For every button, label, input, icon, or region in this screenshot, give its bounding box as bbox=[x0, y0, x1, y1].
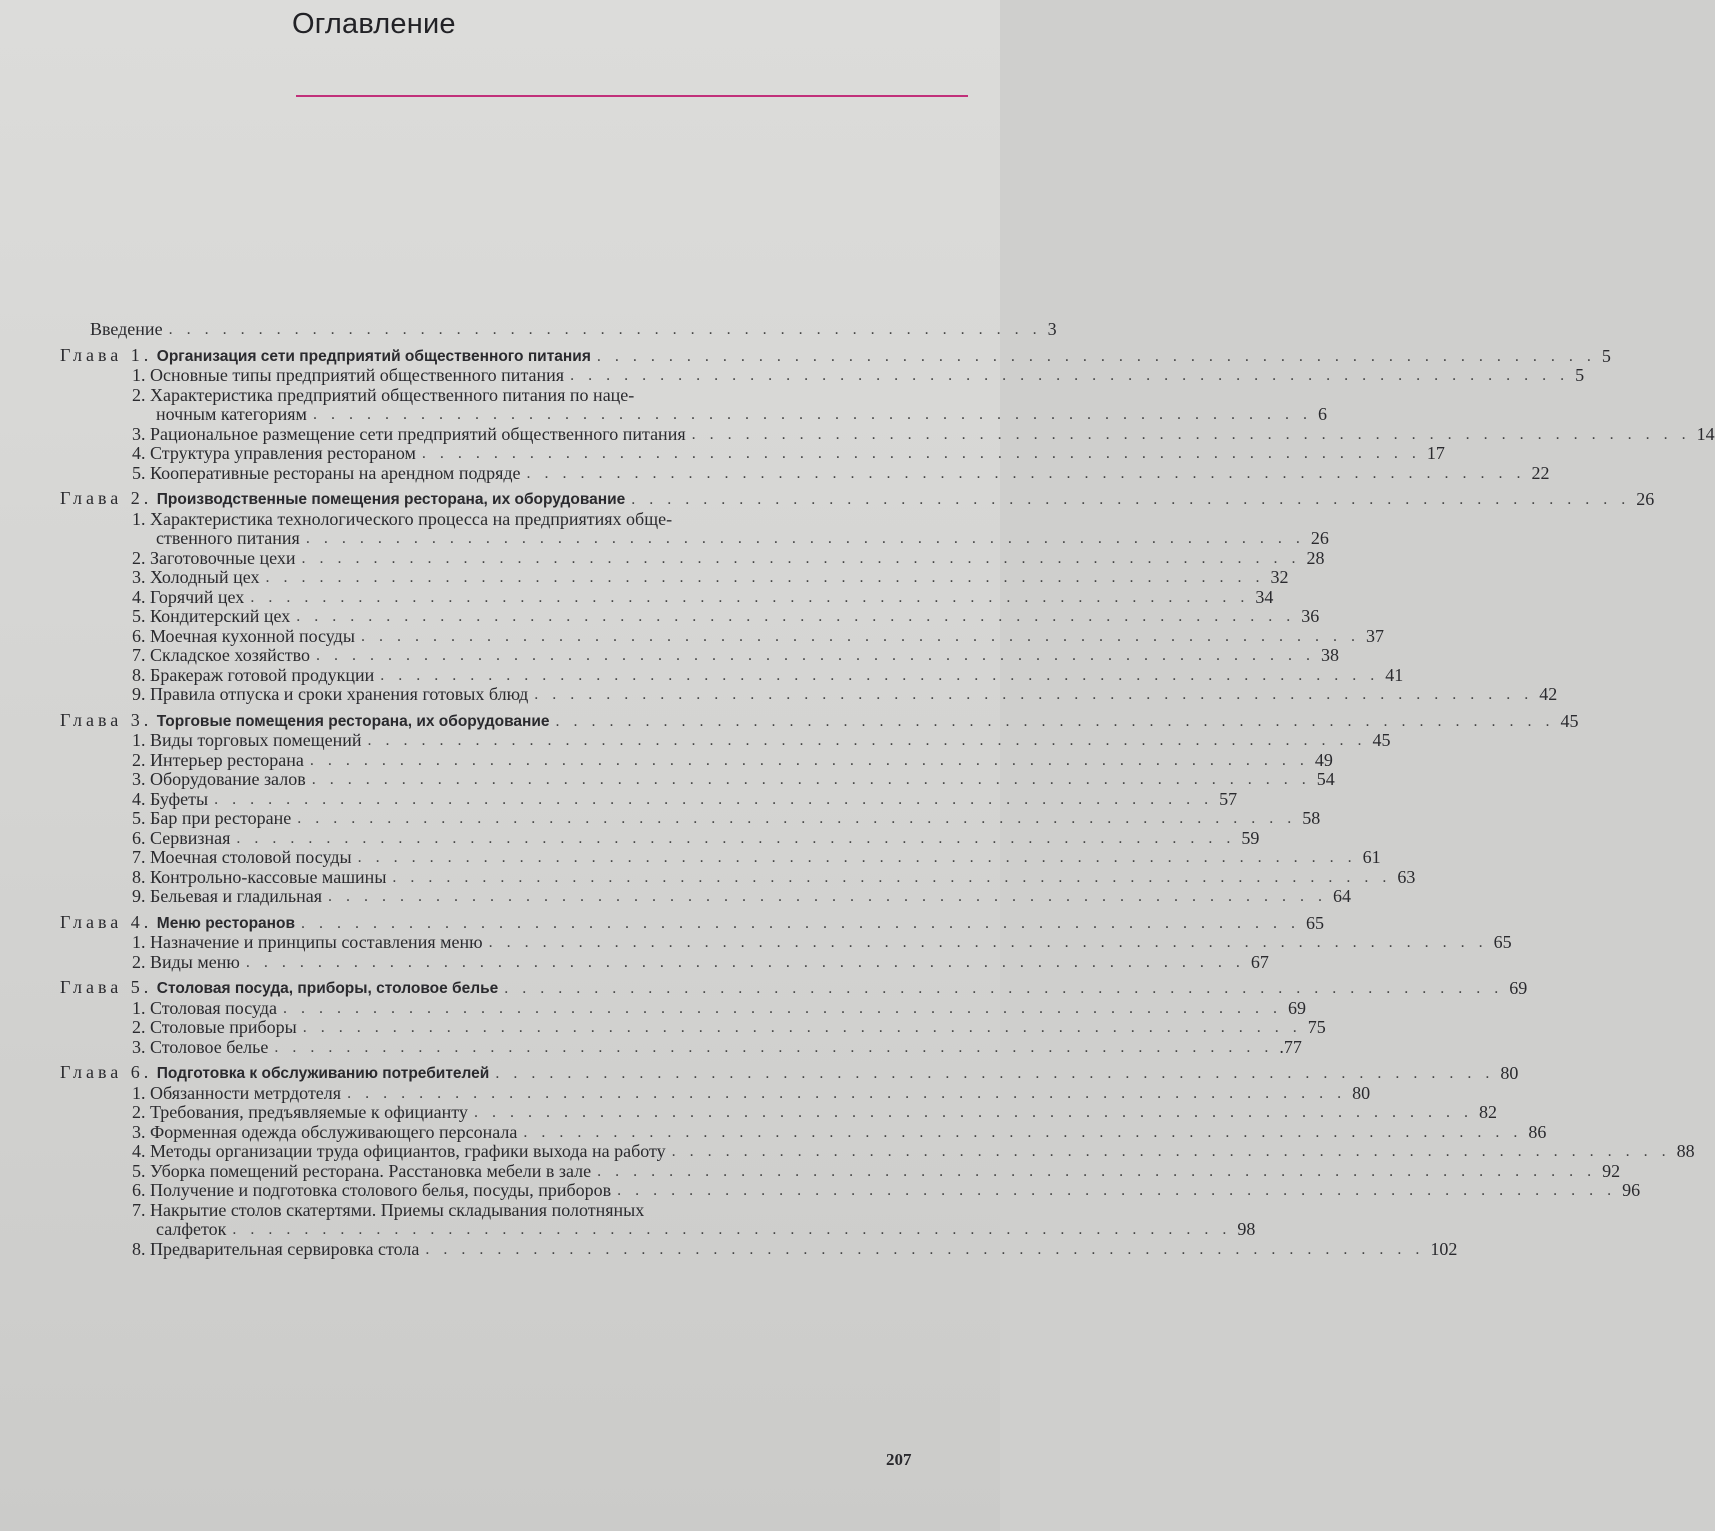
table-of-contents bbox=[60, 319, 1715, 1259]
section-title-continuation: салфеток bbox=[156, 1219, 227, 1239]
section-title: 3. Оборудование залов bbox=[132, 769, 306, 789]
toc-leader-dots: . . . . . . . . . . . . . . . . . . . . . . . . . . . . . . . . . . . . . . . . . . . . . . . . . . . . . . . . bbox=[357, 849, 1357, 866]
toc-leader-dots: . . . . . . . . . . . . . . . . . . . . . . . . . . . . . . . . . . . . . . . . . . . . . . . . . . . . . . . . bbox=[232, 1221, 1232, 1238]
toc-section-continuation bbox=[60, 1219, 1256, 1240]
toc-leader-dots: . . . . . . . . . . . . . . . . . . . . . . . . . . . . . . . . . . . . . . . . . . . . . . . . . . . . . . . . bbox=[301, 914, 1301, 932]
toc-section-row bbox=[60, 547, 1325, 569]
toc-intro-label: Введение bbox=[90, 319, 163, 339]
section-page: 82 bbox=[1478, 1102, 1497, 1122]
section-title: 6. Получение и подготовка столового белья, посуды, приборов bbox=[132, 1180, 612, 1200]
chapter-label: Глава 6. bbox=[60, 1062, 153, 1082]
toc-leader-dots: . . . . . . . . . . . . . . . . . . . . . . . . . . . . . . . . . . . . . . . . . . . . . . . . . . . . . . . . bbox=[425, 1240, 1425, 1258]
toc-leader-dots: . . . . . . . . . . . . . . . . . . . . . . . . . . . . . . . . . . . . . . . . . . . . . . . . . . . . . . . . bbox=[311, 771, 1311, 788]
chapter-label: Глава 1. bbox=[60, 344, 153, 365]
toc-leader-dots: . . . . . . . . . . . . . . . . . . . . . . . . . . . . . . . . . . . . . . . . . . . . . . . . . . . . . . . . bbox=[236, 829, 1236, 847]
toc-leader-dots: . . . . . . . . . . . . . . . . . . . . . . . . . . . . . . . . . . . . . . . . . . . . . . . . . . . . . . . . bbox=[305, 530, 1305, 547]
section-page: 14 bbox=[1696, 423, 1715, 444]
toc-leader-dots: . . . . . . . . . . . . . . . . . . . . . . . . . . . . . . . . . . . . . . . . . . . . . . . . . . . . . . . . bbox=[250, 588, 1250, 606]
section-page: 80 bbox=[1352, 1082, 1371, 1103]
toc-section-row bbox=[60, 664, 1404, 686]
toc-section-row bbox=[60, 886, 1351, 907]
section-title: 4. Буфеты bbox=[132, 788, 209, 809]
toc-section-row bbox=[60, 788, 1238, 810]
section-title: 2. Заготовочные цехи bbox=[132, 547, 296, 568]
toc-leader-dots: . . . . . . . . . . . . . . . . . . . . . . . . . . . . . . . . . . . . . . . . . . . . . . . . . . . . . . . . bbox=[671, 1143, 1671, 1160]
section-page: 6 bbox=[1317, 404, 1327, 424]
toc-chapter-heading bbox=[60, 346, 591, 367]
section-title: 7. Накрытие столов скатертями. Приемы складывания полотняных bbox=[132, 1199, 645, 1220]
toc-leader-dots: . . . . . . . . . . . . . . . . . . . . . . . . . . . . . . . . . . . . . . . . . . . . . . . . . . . . . . . . bbox=[214, 790, 1214, 808]
section-title: 2. Виды меню bbox=[132, 951, 240, 972]
section-page: 49 bbox=[1314, 749, 1333, 770]
toc-section-row bbox=[60, 567, 1289, 588]
toc-leader-dots: . . . . . . . . . . . . . . . . . . . . . . . . . . . . . . . . . . . . . . . . . . . . . . . . . . . . . . . . bbox=[301, 549, 1301, 567]
section-page: 42 bbox=[1539, 684, 1558, 704]
section-page: 69 bbox=[1288, 997, 1307, 1018]
toc-section-row bbox=[60, 1036, 1302, 1058]
toc-leader-dots: . . . . . . . . . . . . . . . . . . . . . . . . . . . . . . . . . . . . . . . . . . . . . . . . . . . . . . . . bbox=[555, 712, 1555, 730]
section-page: 88 bbox=[1676, 1141, 1695, 1161]
section-page: 28 bbox=[1306, 547, 1325, 568]
toc-chapter-heading bbox=[60, 913, 295, 934]
section-page: 32 bbox=[1270, 567, 1289, 587]
section-title: 1. Основные типы предприятий общественного питания bbox=[132, 365, 565, 385]
toc-section-row bbox=[60, 997, 1307, 1019]
toc-section-row bbox=[60, 932, 1512, 953]
toc-section-row bbox=[60, 510, 900, 530]
section-title: 4. Структура управления рестораном bbox=[132, 443, 416, 463]
toc-chapter-row bbox=[60, 344, 1611, 367]
toc-section-row bbox=[60, 769, 1335, 790]
section-title: 7. Моечная столовой посуды bbox=[132, 847, 352, 867]
section-page: 96 bbox=[1622, 1180, 1641, 1200]
section-title: 8. Предварительная сервировка стола bbox=[132, 1238, 420, 1259]
toc-leader-dots: . . . . . . . . . . . . . . . . . . . . . . . . . . . . . . . . . . . . . . . . . . . . . . . . . . . . . . . . bbox=[360, 627, 1360, 645]
toc-section-row bbox=[60, 1160, 1621, 1182]
toc-leader-dots: . . . . . . . . . . . . . . . . . . . . . . . . . . . . . . . . . . . . . . . . . . . . . . . . . . . . . . . . bbox=[315, 647, 1315, 664]
toc-section-row bbox=[60, 1238, 1458, 1260]
toc-leader-dots: . . . . . . . . . . . . . . . . . . . . . . . . . . . . . . . . . . . . . . . . . . . . . . . . . . . . . . . . bbox=[570, 367, 1570, 384]
chapter-title: Производственные помещения ресторана, их оборудование bbox=[156, 491, 626, 508]
toc-section-continuation bbox=[60, 404, 1327, 425]
section-page: .77 bbox=[1279, 1036, 1302, 1057]
toc-section-row bbox=[60, 866, 1416, 888]
chapter-title: Столовая посуда, приборы, столовое белье bbox=[156, 980, 499, 997]
chapter-page: 45 bbox=[1560, 710, 1579, 731]
section-page: 34 bbox=[1255, 586, 1274, 607]
chapter-page: 69 bbox=[1509, 978, 1528, 998]
page-title: Оглавление bbox=[292, 8, 456, 40]
section-title: 6. Сервизная bbox=[132, 827, 231, 848]
section-page: 45 bbox=[1372, 730, 1391, 750]
toc-chapter-row bbox=[60, 488, 1655, 510]
chapter-label: Глава 5. bbox=[60, 977, 153, 997]
section-title: 4. Методы организации труда официантов, графики выхода на работу bbox=[132, 1141, 666, 1161]
section-page: 36 bbox=[1301, 606, 1320, 626]
toc-section-row bbox=[60, 1017, 1326, 1038]
toc-section-row bbox=[60, 1082, 1371, 1104]
toc-intro-page: 3 bbox=[1047, 319, 1057, 339]
toc-leader-dots: . . . . . . . . . . . . . . . . . . . . . . . . . . . . . . . . . . . . . . . . . . . . . . . . . . . . . . . . bbox=[309, 751, 1309, 769]
section-title: 1. Виды торговых помещений bbox=[132, 730, 362, 750]
section-title: 3. Форменная одежда обслуживающего персонала bbox=[132, 1121, 518, 1142]
section-title: 7. Складское хозяйство bbox=[132, 645, 310, 665]
section-title: 1. Характеристика технологического процесса на предприятиях обще- bbox=[132, 508, 673, 529]
toc-chapter-heading bbox=[60, 1063, 489, 1084]
toc-section-row bbox=[60, 808, 1321, 829]
section-title: 1. Столовая посуда bbox=[132, 997, 278, 1018]
toc-leader-dots: . . . . . . . . . . . . . . . . . . . . . . . . . . . . . . . . . . . . . . . . . . . . . . . . . . . . . . . . bbox=[283, 999, 1283, 1017]
toc-chapter-row bbox=[60, 911, 1325, 934]
section-page: 98 bbox=[1237, 1219, 1256, 1239]
toc-leader-dots: . . . . . . . . . . . . . . . . . . . . . . . . . . . . . . . . . . . . . . . . . . . . . . . . . bbox=[168, 321, 1042, 338]
toc-leader-dots: . . . . . . . . . . . . . . . . . . . . . . . . . . . . . . . . . . . . . . . . . . . . . . . . . . . . . . . . bbox=[297, 810, 1297, 827]
title-underline bbox=[296, 95, 968, 97]
toc-leader-dots: . . . . . . . . . . . . . . . . . . . . . . . . . . . . . . . . . . . . . . . . . . . . . . . . . . . . . . . . bbox=[296, 608, 1296, 625]
toc-leader-dots: . . . . . . . . . . . . . . . . . . . . . . . . . . . . . . . . . . . . . . . . . . . . . . . . . . . . . . . . bbox=[392, 868, 1392, 886]
section-title: 5. Бар при ресторане bbox=[132, 808, 292, 828]
section-page: 54 bbox=[1316, 769, 1335, 789]
toc-leader-dots: . . . . . . . . . . . . . . . . . . . . . . . . . . . . . . . . . . . . . . . . . . . . . . . . . . . . . . . . bbox=[691, 425, 1691, 443]
toc-section-row bbox=[60, 645, 1339, 666]
toc-leader-dots: . . . . . . . . . . . . . . . . . . . . . . . . . . . . . . . . . . . . . . . . . . . . . . . . . . . . . . . . bbox=[328, 888, 1327, 905]
toc-leader-dots: . . . . . . . . . . . . . . . . . . . . . . . . . . . . . . . . . . . . . . . . . . . . . . . . . . . . . . . . bbox=[488, 934, 1488, 951]
chapter-label: Глава 3. bbox=[60, 709, 153, 730]
toc-leader-dots: . . . . . . . . . . . . . . . . . . . . . . . . . . . . . . . . . . . . . . . . . . . . . . . . . . . . . . . . bbox=[265, 569, 1265, 586]
chapter-title: Организация сети предприятий общественного питания bbox=[156, 347, 591, 365]
section-page: 102 bbox=[1430, 1238, 1458, 1259]
section-page: 59 bbox=[1241, 827, 1260, 848]
section-title: 9. Бельевая и гладильная bbox=[132, 886, 322, 906]
toc-leader-dots: . . . . . . . . . . . . . . . . . . . . . . . . . . . . . . . . . . . . . . . . . . . . . . . . . . . . . . . . bbox=[245, 953, 1245, 971]
section-page: 57 bbox=[1219, 788, 1238, 809]
toc-leader-dots: . . . . . . . . . . . . . . . . . . . . . . . . . . . . . . . . . . . . . . . . . . . . . . . . . . . . . . . . bbox=[312, 406, 1312, 423]
toc-section-row bbox=[60, 1102, 1497, 1123]
toc-leader-dots: . . . . . . . . . . . . . . . . . . . . . . . . . . . . . . . . . . . . . . . . . . . . . . . . . . . . . . . . bbox=[596, 347, 1596, 365]
toc-leader-dots: . . . . . . . . . . . . . . . . . . . . . . . . . . . . . . . . . . . . . . . . . . . . . . . . . . . . . . . . bbox=[380, 666, 1380, 684]
section-title: 5. Уборка помещений ресторана. Расстановка мебели в зале bbox=[132, 1160, 592, 1181]
section-title-continuation: ственного питания bbox=[156, 528, 300, 548]
section-page: 86 bbox=[1528, 1121, 1547, 1142]
section-page: 64 bbox=[1333, 886, 1351, 906]
section-page: 26 bbox=[1310, 528, 1329, 548]
toc-leader-dots: . . . . . . . . . . . . . . . . . . . . . . . . . . . . . . . . . . . . . . . . . . . . . . . . . . . . . . . . bbox=[421, 445, 1421, 462]
section-page: 22 bbox=[1531, 462, 1550, 483]
toc-section-row bbox=[60, 386, 900, 406]
toc-section-row bbox=[60, 827, 1260, 849]
chapter-title: Торговые помещения ресторана, их оборудование bbox=[156, 712, 550, 730]
chapter-title: Подготовка к обслуживанию потребителей bbox=[156, 1065, 490, 1082]
toc-section-row bbox=[60, 1201, 900, 1221]
chapter-page: 65 bbox=[1306, 912, 1325, 933]
section-page: 41 bbox=[1385, 664, 1404, 685]
toc-leader-dots: . . . . . . . . . . . . . . . . . . . . . . . . . . . . . . . . . . . . . . . . . . . . . . . . . . . . . . . . bbox=[534, 686, 1534, 703]
toc-section-continuation bbox=[60, 528, 1329, 549]
section-title: 4. Горячий цех bbox=[132, 586, 245, 607]
toc-chapter-row bbox=[60, 1062, 1519, 1084]
section-title: 9. Правила отпуска и сроки хранения готовых блюд bbox=[132, 684, 529, 704]
toc-leader-dots: . . . . . . . . . . . . . . . . . . . . . . . . . . . . . . . . . . . . . . . . . . . . . . . . . . . . . . . . bbox=[473, 1104, 1473, 1121]
section-page: 67 bbox=[1250, 951, 1269, 972]
toc-section-row bbox=[60, 730, 1391, 751]
section-title: 8. Бракераж готовой продукции bbox=[132, 664, 375, 685]
section-title: 8. Контрольно-кассовые машины bbox=[132, 866, 387, 887]
toc-section-row bbox=[60, 625, 1384, 647]
toc-section-row bbox=[60, 586, 1274, 608]
section-title: 5. Кооперативные рестораны на арендном подряде bbox=[132, 462, 521, 483]
page-number: 207 bbox=[886, 1450, 912, 1469]
toc-leader-dots: . . . . . . . . . . . . . . . . . . . . . . . . . . . . . . . . . . . . . . . . . . . . . . . . . . . . . . . . bbox=[302, 1019, 1302, 1036]
toc-chapter-heading bbox=[60, 711, 550, 732]
toc-section-row bbox=[60, 1121, 1547, 1143]
section-page: 38 bbox=[1320, 645, 1339, 665]
toc-section-row bbox=[60, 951, 1269, 973]
chapter-label: Глава 4. bbox=[60, 911, 153, 932]
section-page: 61 bbox=[1362, 847, 1381, 867]
toc-leader-dots: . . . . . . . . . . . . . . . . . . . . . . . . . . . . . . . . . . . . . . . . . . . . . . . . . . . . . . . . bbox=[347, 1084, 1347, 1102]
toc-section-row bbox=[60, 423, 1715, 445]
chapter-title: Меню ресторанов bbox=[156, 914, 296, 932]
section-title: 2. Столовые приборы bbox=[132, 1017, 297, 1037]
section-title: 5. Кондитерский цех bbox=[132, 606, 291, 626]
toc-section-row bbox=[60, 749, 1333, 771]
toc-chapter-heading bbox=[60, 489, 625, 510]
chapter-label: Глава 2. bbox=[60, 488, 153, 508]
toc-leader-dots: . . . . . . . . . . . . . . . . . . . . . . . . . . . . . . . . . . . . . . . . . . . . . . . . . . . . . . . . bbox=[504, 980, 1504, 997]
section-page: 58 bbox=[1302, 808, 1321, 828]
section-page: 5 bbox=[1575, 365, 1585, 385]
toc-leader-dots: . . . . . . . . . . . . . . . . . . . . . . . . . . . . . . . . . . . . . . . . . . . . . . . . . . . . . . . . bbox=[526, 464, 1526, 482]
toc-section-row bbox=[60, 462, 1550, 484]
toc-section-row bbox=[60, 1180, 1641, 1201]
chapter-page: 5 bbox=[1601, 345, 1611, 366]
section-title: 3. Рациональное размещение сети предприятий общественного питания bbox=[132, 423, 686, 444]
toc-section-row bbox=[60, 847, 1381, 868]
section-title: 2. Интерьер ресторана bbox=[132, 749, 304, 770]
section-title-continuation: ночным категориям bbox=[156, 404, 307, 424]
section-page: 75 bbox=[1307, 1017, 1326, 1037]
section-page: 92 bbox=[1602, 1160, 1621, 1181]
toc-intro-row bbox=[60, 319, 1057, 340]
section-title: 2. Требования, предъявляемые к официанту bbox=[132, 1102, 468, 1122]
chapter-page: 26 bbox=[1636, 489, 1655, 509]
section-title: 6. Моечная кухонной посуды bbox=[132, 625, 355, 646]
section-title: 1. Назначение и принципы составления меню bbox=[132, 932, 483, 952]
section-title: 3. Столовое белье bbox=[132, 1036, 269, 1057]
section-page: 63 bbox=[1397, 866, 1416, 887]
section-title: 3. Холодный цех bbox=[132, 567, 260, 587]
section-title: 1. Обязанности метрдотеля bbox=[132, 1082, 342, 1103]
toc-leader-dots: . . . . . . . . . . . . . . . . . . . . . . . . . . . . . . . . . . . . . . . . . . . . . . . . . . . . . . . . bbox=[597, 1162, 1597, 1180]
toc-section-row bbox=[60, 606, 1320, 627]
section-page: 17 bbox=[1426, 443, 1445, 463]
toc-leader-dots: . . . . . . . . . . . . . . . . . . . . . . . . . . . . . . . . . . . . . . . . . . . . . . . . . . . . . . . . bbox=[495, 1065, 1495, 1082]
section-page: 37 bbox=[1365, 625, 1384, 646]
toc-section-row bbox=[60, 365, 1585, 386]
toc-leader-dots: . . . . . . . . . . . . . . . . . . . . . . . . . . . . . . . . . . . . . . . . . . . . . . . . . . . . . . . . bbox=[617, 1182, 1617, 1199]
toc-section-row bbox=[60, 684, 1558, 705]
toc-leader-dots: . . . . . . . . . . . . . . . . . . . . . . . . . . . . . . . . . . . . . . . . . . . . . . . . . . . . . . . . bbox=[274, 1038, 1274, 1056]
toc-chapter-row bbox=[60, 977, 1528, 999]
toc-leader-dots: . . . . . . . . . . . . . . . . . . . . . . . . . . . . . . . . . . . . . . . . . . . . . . . . . . . . . . . . bbox=[367, 732, 1367, 749]
toc-chapter-row bbox=[60, 709, 1579, 732]
toc-leader-dots: . . . . . . . . . . . . . . . . . . . . . . . . . . . . . . . . . . . . . . . . . . . . . . . . . . . . . . . . bbox=[631, 491, 1631, 508]
section-title: 2. Характеристика предприятий общественного питания по наце- bbox=[132, 384, 635, 405]
toc-leader-dots: . . . . . . . . . . . . . . . . . . . . . . . . . . . . . . . . . . . . . . . . . . . . . . . . . . . . . . . . bbox=[523, 1123, 1523, 1141]
section-page: 65 bbox=[1493, 932, 1512, 952]
toc-chapter-heading bbox=[60, 978, 498, 999]
toc-section-row bbox=[60, 443, 1445, 464]
toc-section-row bbox=[60, 1141, 1695, 1162]
chapter-page: 80 bbox=[1500, 1063, 1519, 1083]
